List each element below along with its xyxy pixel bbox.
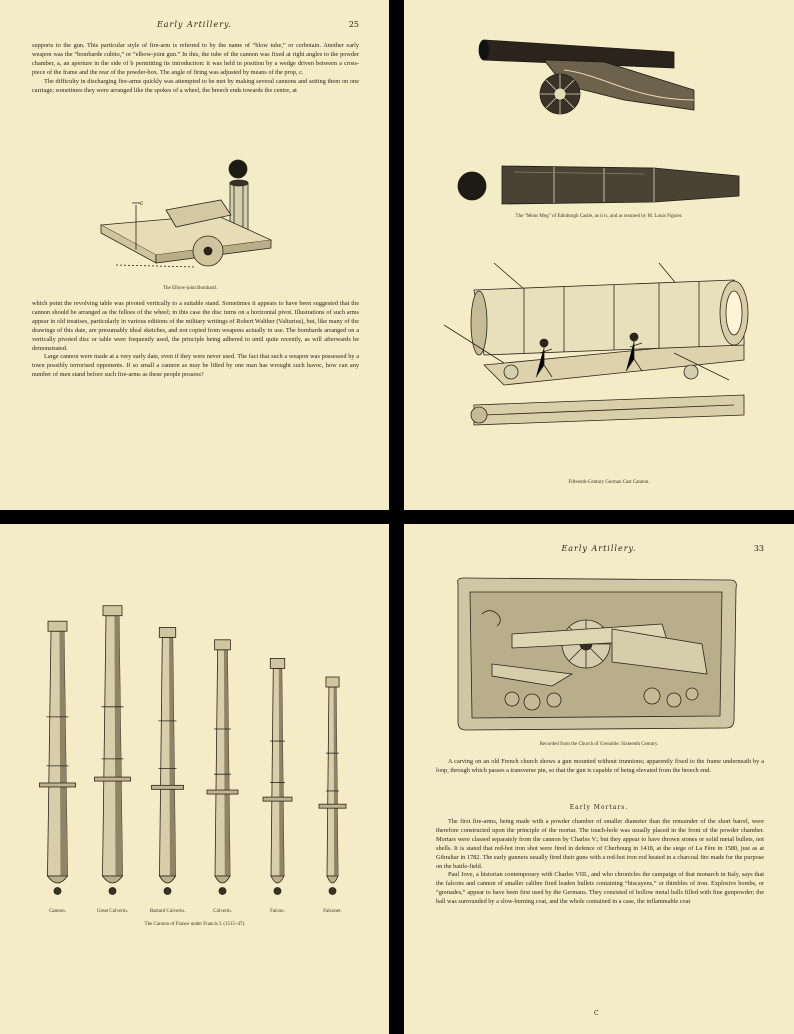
body-text-bottom xyxy=(32,300,359,380)
page-number: 33 xyxy=(753,544,764,553)
mons-meg-caption: The “Mons Meg” of Edinburgh Castle, as it is, and as restored by M. Louis Figuier. xyxy=(515,214,683,219)
cannon-cannon xyxy=(40,621,76,894)
cannon-culverin xyxy=(207,640,238,895)
page-top-right xyxy=(404,0,794,510)
cannon-label: Great Culverin. xyxy=(96,909,129,914)
page-bottom-right xyxy=(404,524,794,1034)
cannon-greatculverin xyxy=(95,606,131,895)
paragraph: Paul Jove, a historian contemporary with Charles VIII., and who chronicles the campaign of that monarch in Italy, says that the falcons and cannon of smaller calibre fired leaden bullets containing “biscayens,” or thimbles of iron. Explosive bombs, or “grenades,” appear to have been first used by the Germans. They consisted of hollow metal balls filled with fine gunpowder; the ball was surrounded by a slow-burning coat, and the whole contained in a case, the inflammable coat xyxy=(436,871,764,906)
german-cast-cannon-illustration xyxy=(444,255,764,465)
mons-meg-on-carriage-illustration xyxy=(474,30,734,125)
page-bottom-left xyxy=(0,524,389,1034)
cannon-falconet xyxy=(319,677,346,895)
paragraph: The first fire-arms, being made with a powder chamber of smaller diameter than the remainder of the short barrel, were therefore constructed upon the principle of the mortar. The touch-hole was usually placed in the front of the powder chamber. Mortars were classed separately from the cannon by Charles V.; but they appear to have thrown stones or solid metal bullets, not shells. It is stated that red-hot iron shot were fired in defence of Cherbourg in 1418, at the siege of La Fère in 1580, just as at Gibraltar in 1782. The early gunners usually fired their guns with a red-hot iron rod heated in a charcoal fire made for the purpose on the battle-field. xyxy=(436,818,764,870)
paragraph: Large cannon were made at a very early date, even if they were never used. The fact that such a weapon was possessed by a town possibly terrorised opponents. If so small a cannon as may be lifted by one man has wrought such havoc, how can any number of men stand before such fire-arms as these people possess? xyxy=(32,353,359,379)
header-title: Early Artillery. xyxy=(561,544,637,553)
cannon-types-illustration xyxy=(30,584,360,914)
cannon-label: Culverin. xyxy=(213,909,232,914)
body-text-top xyxy=(32,42,359,95)
body-text-mortars xyxy=(436,818,764,907)
cannon-bastardculverin xyxy=(152,627,184,894)
church-relief-carving-illustration xyxy=(452,574,742,734)
signature-mark: C xyxy=(594,1010,599,1017)
cannon-label: Falcon. xyxy=(270,909,285,914)
mons-meg-restored-illustration xyxy=(454,158,744,208)
section-heading: Early Mortars. xyxy=(569,804,629,811)
figure-caption: The Elbow-joint Bombard. xyxy=(162,286,218,291)
paragraph: which point the revolving table was pivoted vertically to a suitable stand. Sometimes it appears to have been suggested that the cannon should be arranged as the felloes of the wheel; in this case the disc turns on a horizontal pivot. Illustrations of such arms appear in old treatises, particularly in various editions of the military writings of Robert Walther (Valturius), but, like many of the drawings of this date, are presumably ideal sketches, and not copied from weapons actually in use. The bombards arranged on a vertically pivoted disc or table were frequently used, the principle being adhered to until quite recently, as will afterwards be demonstrated. xyxy=(32,300,359,352)
svg-text:c: c xyxy=(140,200,144,207)
running-header xyxy=(434,544,764,558)
german-cannon-caption: Fifteenth-Century German Cast Cannon. xyxy=(568,480,650,485)
elbow-joint-bombard-illustration xyxy=(96,155,286,270)
cannon-label-row xyxy=(30,909,360,921)
cannon-label: Falconet. xyxy=(323,909,342,914)
page-number: 25 xyxy=(348,20,359,29)
cannon-label: Cannon. xyxy=(49,909,66,914)
cannon-falcon xyxy=(263,658,292,894)
running-header xyxy=(30,20,359,34)
header-title: Early Artillery. xyxy=(156,20,233,29)
paragraph: A carving on an old French church shows a gun mounted without trunnions; apparently fixed to the frame underneath by a loop, through which passes a transverse pin, so that the gun is capable of being elevated from the breech end. xyxy=(436,758,764,774)
body-text-intro xyxy=(436,758,764,776)
page-top-left xyxy=(0,0,389,510)
paragraph: supports to the gun. This particular style of fire-arm is referred to by the name of “blow tube,” or cerbotain. Another early weapon was the “bombarde cubito,” or “elbow-joint gun.” In this, the tube of the cannon was fixed at right angles to the powder chamber, a, an aperture in the side of b permitting its introduction: it was held in position by a wedge driven between a cross-piece of the frame and the rear of the powder-box. The angle of firing was adjusted by means of the prop, c. xyxy=(32,42,359,76)
relief-caption: Recorded from the Church of Grenoble: Sixteenth Century. xyxy=(539,742,659,747)
cannon-figure-caption: The Cannon of France under Francis I. (1515–47). xyxy=(144,922,246,927)
cannon-label: Bastard Culverin. xyxy=(149,909,186,914)
paragraph: The difficulty in discharging fire-arms quickly was attempted to be met by making several cannons and setting them on one carriage; sometimes they were arranged like the spokes of a wheel, the breech ends towards the centre, at xyxy=(32,77,359,94)
